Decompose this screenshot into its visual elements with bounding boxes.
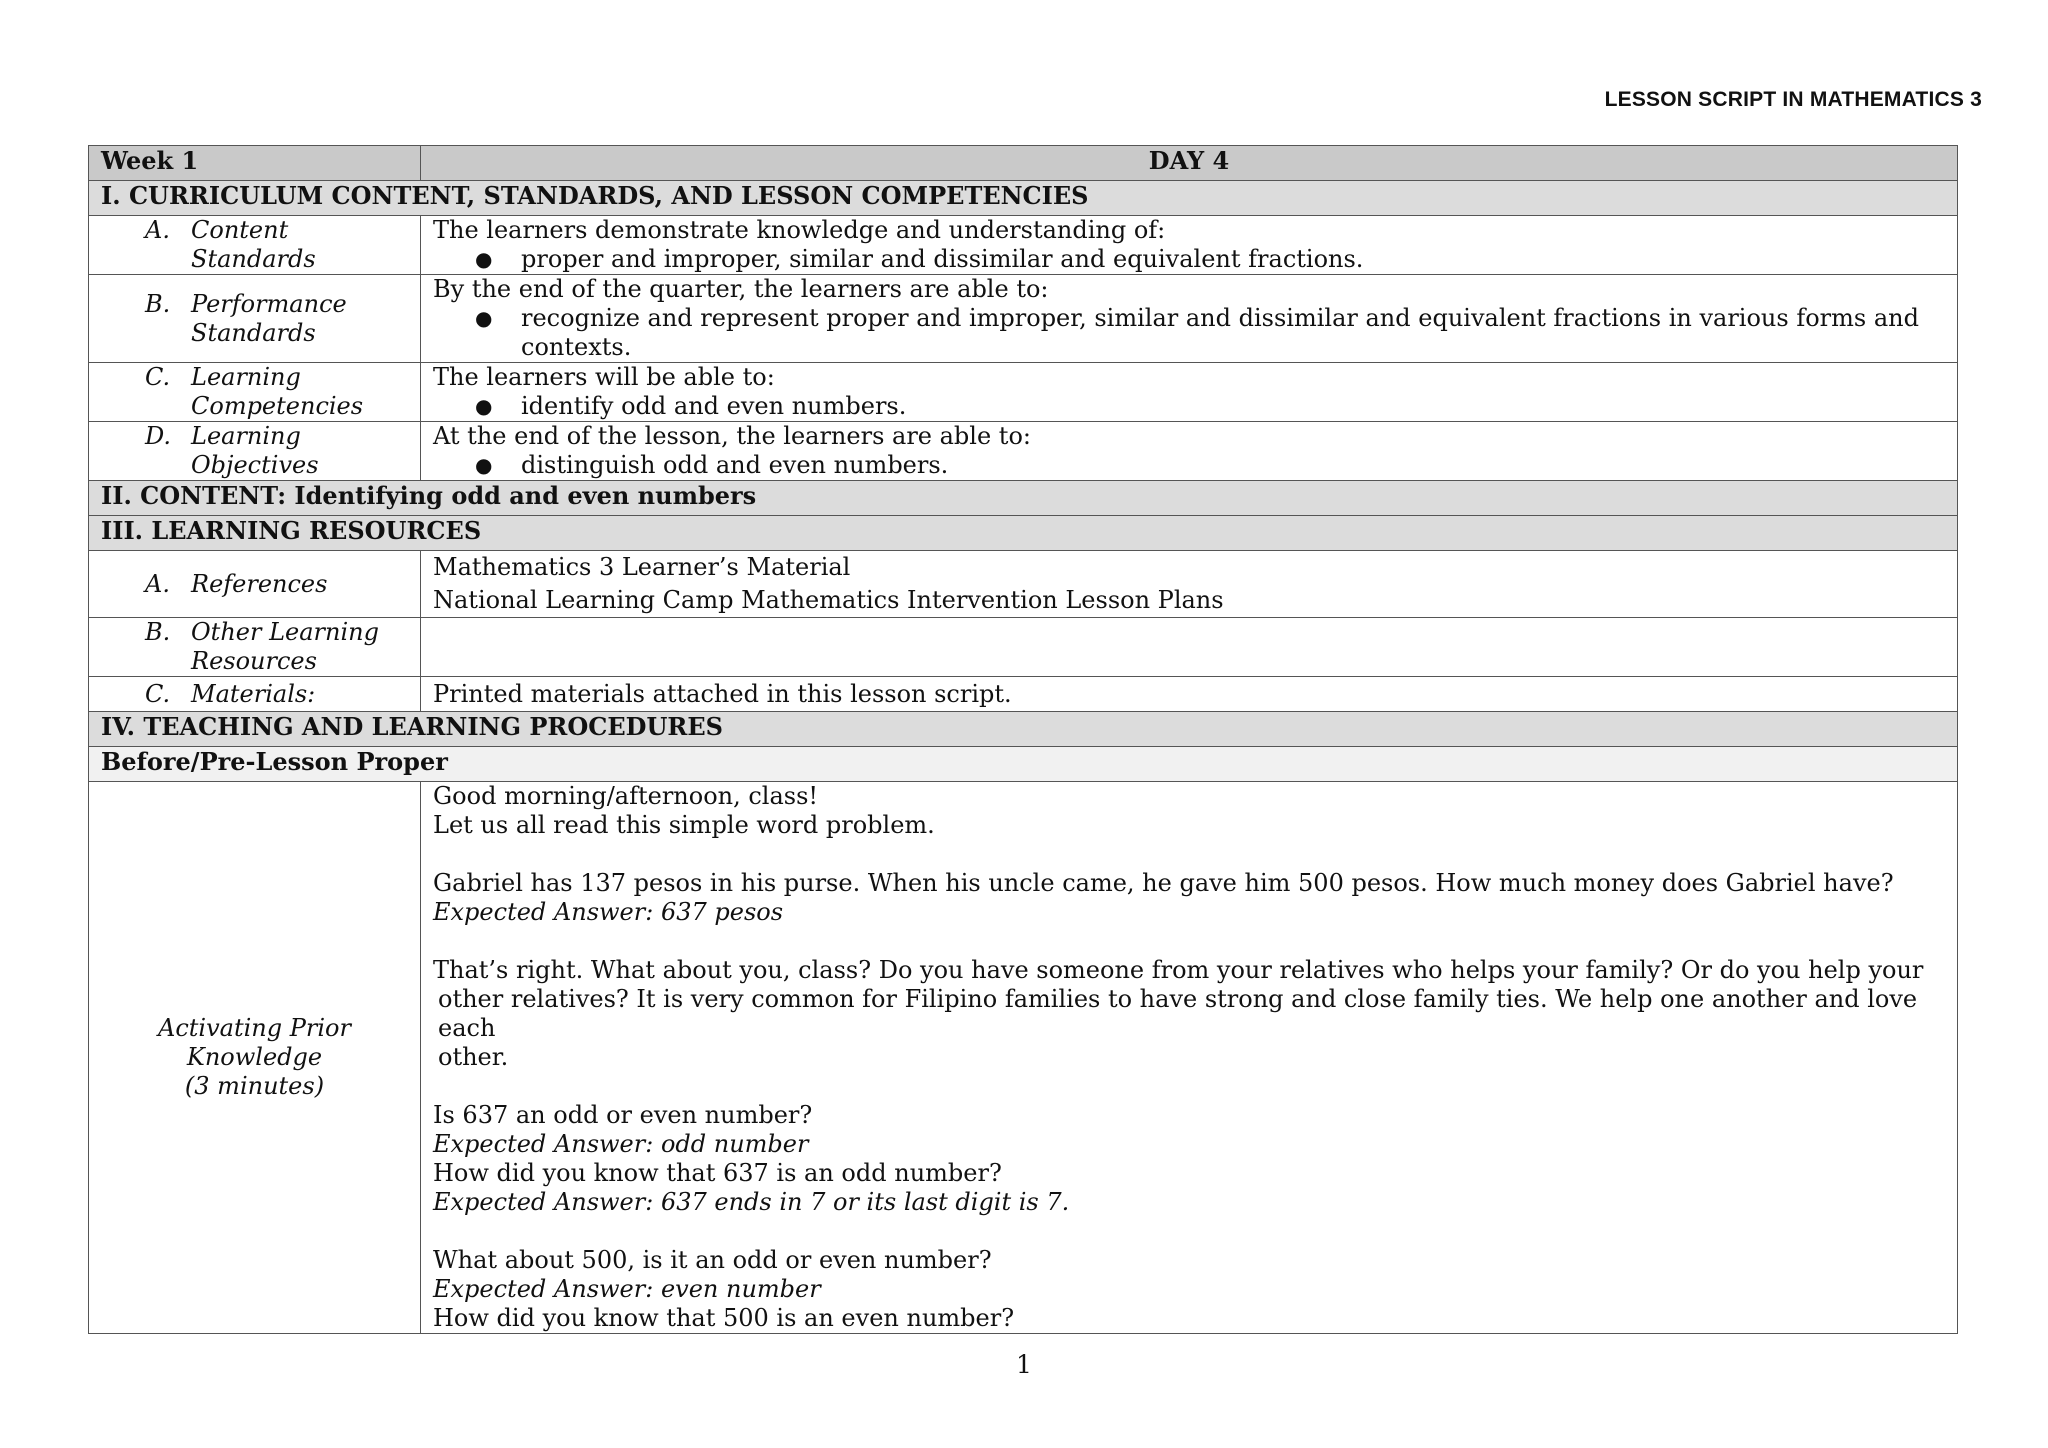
performance-standards-label [89, 275, 421, 363]
bullet-text: proper and improper, similar and dissimilar and equivalent fractions. [521, 245, 1364, 273]
duration-label: (3 minutes) [184, 1072, 325, 1100]
content-standards-row [89, 216, 1958, 275]
performance-standards-row [89, 275, 1958, 363]
materials-row [89, 677, 1958, 712]
references-row [89, 551, 1958, 618]
question-text: Is 637 an odd or even number? [433, 1101, 813, 1129]
label-line: Resources [191, 647, 317, 675]
label-line: Objectives [191, 451, 319, 479]
learning-competencies-label [89, 363, 421, 422]
page-number: 1 [1016, 1350, 1032, 1379]
other-resources-row [89, 618, 1958, 677]
section-heading-row [89, 481, 1958, 516]
subsection-heading-row [89, 747, 1958, 782]
section-heading-row [89, 516, 1958, 551]
performance-standards-value [421, 275, 1958, 363]
bullet-icon: ● [475, 306, 493, 330]
bullet-text: distinguish odd and even numbers. [521, 451, 949, 479]
row-letter: A. [145, 216, 170, 244]
expected-answer: Expected Answer: 637 pesos [433, 898, 784, 926]
intro-text: At the end of the lesson, the learners are able to: [433, 422, 1031, 450]
discussion-line: other. [438, 1043, 509, 1071]
lesson-table [88, 145, 1958, 1334]
greeting-text: Good morning/afternoon, class! [433, 782, 819, 810]
read-prompt-text: Let us all read this simple word problem. [433, 811, 935, 839]
label-line: Activating Prior [158, 1014, 351, 1042]
day-label: DAY 4 [421, 146, 1958, 181]
reference-item: National Learning Camp Mathematics Intervention Lesson Plans [433, 586, 1224, 614]
question-text: How did you know that 637 is an odd number? [433, 1159, 1002, 1187]
intro-text: By the end of the quarter, the learners are able to: [433, 275, 1049, 303]
discussion-line: That’s right. What about you, class? Do you have someone from your relatives who helps your family? Or do you help your [433, 956, 1924, 984]
expected-answer: Expected Answer: even number [433, 1275, 821, 1303]
section2-heading: II. CONTENT: Identifying odd and even numbers [89, 481, 1958, 516]
section1-heading: I. CURRICULUM CONTENT, STANDARDS, AND LESSON COMPETENCIES [89, 181, 1958, 216]
bullet-text: recognize and represent proper and improper, similar and dissimilar and equivalent fractions in various forms and contexts. [521, 304, 1919, 361]
materials-label [89, 677, 421, 712]
label-line: Learning [191, 363, 301, 391]
discussion-line: other relatives? It is very common for Filipino families to have strong and close family ties. We help one another and love each [438, 985, 1918, 1042]
learning-objectives-label [89, 422, 421, 481]
row-letter: B. [145, 289, 171, 318]
question-text: What about 500, is it an odd or even number? [433, 1246, 992, 1274]
activating-prior-knowledge-content [421, 782, 1958, 1334]
label-line: Other Learning [191, 618, 379, 646]
section4-heading: IV. TEACHING AND LEARNING PROCEDURES [89, 712, 1958, 747]
label-line: Content [191, 216, 289, 244]
label-line: Performance [191, 289, 347, 318]
expected-answer: Expected Answer: odd number [433, 1130, 809, 1158]
bullet-icon: ● [475, 247, 493, 271]
references-value [421, 551, 1958, 618]
intro-text: The learners demonstrate knowledge and understanding of: [433, 216, 1166, 244]
label-line: Materials: [191, 679, 316, 708]
learning-objectives-value [421, 422, 1958, 481]
row-letter: B. [145, 618, 171, 646]
row-letter: D. [145, 422, 172, 450]
pre-lesson-heading: Before/Pre-Lesson Proper [89, 747, 1958, 782]
bullet-icon: ● [475, 453, 493, 477]
activating-prior-knowledge-row [89, 782, 1958, 1334]
learning-competencies-row [89, 363, 1958, 422]
learning-competencies-value [421, 363, 1958, 422]
other-resources-label [89, 618, 421, 677]
content-standards-label [89, 216, 421, 275]
week-label: Week 1 [89, 146, 421, 181]
row-letter: C. [145, 363, 171, 391]
reference-item: Mathematics 3 Learner’s Material [433, 553, 851, 581]
label-line: Standards [191, 318, 316, 347]
bullet-icon: ● [475, 394, 493, 418]
intro-text: The learners will be able to: [433, 363, 775, 391]
label-line: References [191, 569, 328, 598]
label-line: Competencies [191, 392, 364, 420]
row-letter: C. [145, 679, 171, 708]
references-label [89, 551, 421, 618]
row-letter: A. [145, 569, 170, 598]
word-problem-text: Gabriel has 137 pesos in his purse. When his uncle came, he gave him 500 pesos. How much money does Gabriel have? [433, 869, 1894, 897]
bullet-text: identify odd and even numbers. [521, 392, 907, 420]
week-day-row [89, 146, 1958, 181]
label-line: Knowledge [186, 1043, 323, 1071]
materials-value: Printed materials attached in this lesson script. [421, 677, 1958, 712]
content-standards-value [421, 216, 1958, 275]
question-text: How did you know that 500 is an even number? [433, 1304, 1015, 1332]
other-resources-value [421, 618, 1958, 677]
section3-heading: III. LEARNING RESOURCES [89, 516, 1958, 551]
expected-answer: Expected Answer: 637 ends in 7 or its last digit is 7. [433, 1188, 1070, 1216]
section-heading-row [89, 712, 1958, 747]
activating-prior-knowledge-label [89, 782, 421, 1334]
label-line: Learning [191, 422, 301, 450]
learning-objectives-row [89, 422, 1958, 481]
label-line: Standards [191, 245, 316, 273]
document-header-title: LESSON SCRIPT IN MATHEMATICS 3 [1604, 88, 1982, 111]
section-heading-row [89, 181, 1958, 216]
